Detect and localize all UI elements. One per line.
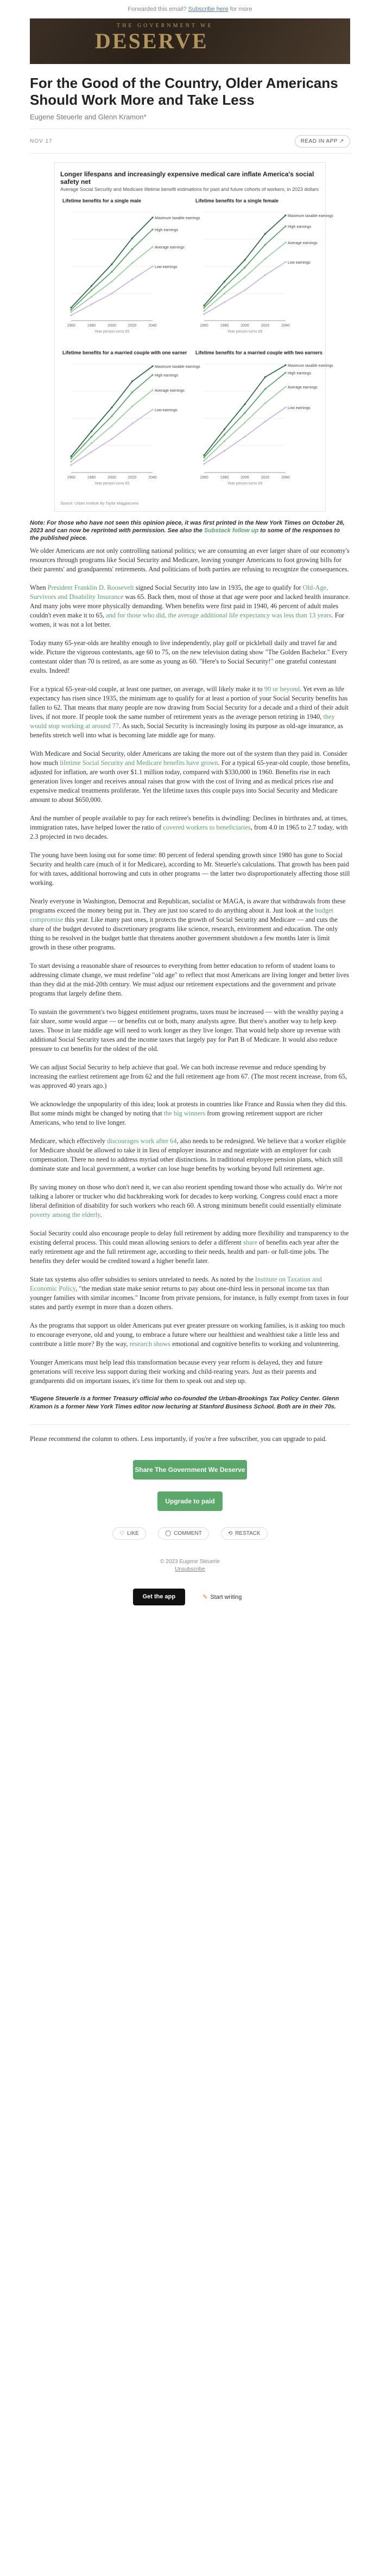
- inline-link[interactable]: and for those who did, the average additional life expectancy was less than 13 years: [106, 611, 332, 619]
- inline-link[interactable]: lifetime Social Security and Medicare benefits have grown: [60, 759, 218, 767]
- data-point: [244, 436, 245, 437]
- data-point: [224, 301, 225, 303]
- body-paragraph: [30, 961, 350, 998]
- x-tick-label: 2040: [148, 324, 157, 328]
- x-tick-label: 1980: [87, 476, 96, 480]
- data-point: [151, 246, 153, 247]
- data-point: [131, 278, 133, 280]
- series-label: High earnings: [155, 228, 179, 232]
- data-point: [111, 292, 112, 294]
- inline-link[interactable]: budget compromise: [30, 907, 333, 923]
- data-point: [203, 463, 205, 464]
- read-in-app-button[interactable]: [295, 135, 350, 148]
- banner-small-text: THE GOVERNMENT WE: [117, 23, 213, 29]
- data-point: [264, 402, 266, 404]
- forward-note-suffix: for more: [230, 6, 252, 12]
- x-tick-label: 2040: [148, 476, 157, 480]
- article-authors: Eugene Steuerle and Glenn Kramon*: [30, 113, 147, 121]
- article: [30, 75, 350, 1605]
- data-point: [70, 309, 72, 310]
- body-paragraph: [30, 583, 350, 629]
- data-point: [91, 289, 92, 291]
- panel-label: Lifetime benefits for a single female: [195, 198, 279, 203]
- series-label: Low earnings: [288, 261, 311, 265]
- paragraph-text: We older Americans are not only controlling national politics; we are consuming an ever larger share of our economy's resources through programs like Social Security and Medicare, leaving younger Americans to foot growing bills for their parents' and grandparents' retirements. And politicians of both parties are refusing to recognize the consequences.: [30, 547, 350, 573]
- data-point: [203, 456, 205, 458]
- data-point: [131, 248, 133, 250]
- paragraph-text: this year. Like many past ones, it protects the growth of Social Security and Medicare — and cuts the share of the budget devoted to discretionary programs like science, research, environment and education. The only thing to be resolved in the budget battle that threatens another government shutdown a few months later is limit growth in these other programs.: [30, 916, 338, 951]
- data-point: [91, 303, 92, 305]
- data-point: [111, 263, 112, 265]
- x-tick-label: 1980: [220, 324, 229, 328]
- paragraph-text: We can adjust Social Security to help achieve that goal. We can both increase revenue and reduce spending by increasing the earliest retirement age from 62 and the full retirement age from 67. (The most recent increase, from 65, was approved 40 years ago.): [30, 1063, 347, 1089]
- inline-link[interactable]: share: [243, 1239, 257, 1246]
- series-label: Average earnings: [288, 386, 318, 390]
- x-axis-label: Year person turns 65: [94, 330, 130, 334]
- pen-icon: ✎: [202, 1594, 208, 1601]
- data-point: [111, 438, 112, 439]
- data-point: [224, 433, 225, 435]
- article-title: For the Good of the Country, Older Americans Should Work More and Take Less: [30, 75, 338, 108]
- reprint-note-text: Note: For those who have not seen this opinion piece, it was first printed in the New York Times on October 26, 2023 and can now be reprinted with permission. See also the: [30, 520, 345, 534]
- paragraph-text: Medicare, which effectively: [30, 1137, 107, 1145]
- data-point: [151, 216, 153, 218]
- reprint-note-suffix: to some of the responses to the published piece.: [30, 527, 340, 541]
- data-point: [264, 233, 266, 234]
- figure-source: Source: Urban Institute By Taylor Maggiacomo: [60, 502, 139, 506]
- x-tick-label: 1980: [220, 476, 229, 480]
- data-point: [91, 451, 92, 452]
- data-point: [224, 286, 225, 288]
- paragraph-text: .: [100, 1211, 102, 1219]
- x-tick-label: 2040: [281, 324, 290, 328]
- paragraph-text: The young have been losing out for some time: 80 percent of federal spending growth since 1980 has gone to Social Security and health care (much of it for Medicare), according to Mr. Steuerle's calculations. That growth has been paid for with taxes, additional borrowing and cuts in other programs — the latter two disproportionately affecting those still working.: [30, 851, 350, 887]
- data-point: [224, 450, 225, 451]
- header-banner: [30, 18, 350, 64]
- series-line: [204, 262, 286, 314]
- data-point: [264, 244, 266, 245]
- data-point: [151, 409, 153, 410]
- body-paragraph: [30, 1229, 350, 1266]
- body-paragraph: [30, 639, 350, 675]
- paragraph-text: We acknowledge the unpopularity of this idea; look at protests in countries like France and Russia when they did this. But some minds might be changed by noting that: [30, 1100, 347, 1117]
- series-label: Maximum taxable earnings: [155, 216, 200, 220]
- banner-word: DESERVE: [95, 29, 208, 53]
- x-tick-label: 1960: [200, 324, 208, 328]
- data-point: [91, 296, 92, 297]
- data-point: [70, 307, 72, 308]
- series-label: Maximum taxable earnings: [155, 365, 200, 369]
- body-paragraph: [30, 1100, 350, 1127]
- series-line: [204, 365, 286, 455]
- data-point: [151, 374, 153, 375]
- series-line: [204, 407, 286, 464]
- data-point: [111, 280, 112, 282]
- x-tick-label: 2020: [261, 324, 270, 328]
- series-label: Low earnings: [155, 265, 178, 269]
- article-body: [30, 546, 350, 1386]
- paragraph-text: . For a typical 65-year-old couple, those benefits, adjusted for inflation, are worth over $1.1 million today, compared with $330,000 in 1960. Benefits rise in each generation lives longer and receives annual raises that grow with the cost of living and as medical prices rise and expensive medical treatments proliferate. Yet the lifetime taxes this couple pays into Social Security and Medicare amount to about $650,000.: [30, 759, 350, 804]
- series-label: High earnings: [288, 372, 312, 375]
- data-point: [203, 304, 205, 306]
- data-point: [284, 364, 286, 366]
- like-label: LIKE: [127, 1531, 139, 1536]
- comment-button[interactable]: [158, 1527, 209, 1540]
- forward-note-text: Forwarded this email?: [128, 6, 187, 12]
- inline-link[interactable]: President Franklin D. Roosevelt: [47, 584, 134, 591]
- data-point: [284, 261, 286, 263]
- data-point: [131, 237, 133, 239]
- series-line: [204, 387, 286, 461]
- x-tick-label: 1980: [87, 324, 96, 328]
- series-label: Low earnings: [155, 409, 178, 412]
- paragraph-text: was 65. Back then, most of those at that age were poor and lacked health insurance. And many jobs were more physically demanding. When benefits were first paid in 1940, 46 percent of adult males couldn't even make it to 65,: [30, 593, 350, 619]
- start-writing-label: Start writing: [210, 1593, 242, 1601]
- divider: [30, 1424, 350, 1425]
- paragraph-text: of benefits each year after the early retirement age and the full retirement age, according to their needs, health and part- or full-time jobs. The benefits they defer would be credited toward a higher benefit later.: [30, 1239, 339, 1265]
- data-point: [264, 420, 266, 422]
- series-label: Maximum taxable earnings: [288, 214, 333, 218]
- paragraph-text: , from 4.0 in 1965 to 2.7 today, with 2.3 projected in two decades.: [30, 824, 348, 840]
- get-app-button[interactable]: Get the app: [133, 1589, 186, 1605]
- post-actions: [30, 1527, 350, 1540]
- inline-link[interactable]: poverty among the elderly: [30, 1211, 100, 1219]
- body-paragraph: [30, 1137, 350, 1174]
- paragraph-text: from growing retirement support are richer Americans, who tend to live longer.: [30, 1110, 323, 1126]
- x-axis-label: Year person turns 65: [227, 482, 263, 486]
- data-point: [244, 289, 245, 291]
- data-point: [244, 276, 245, 278]
- series-line: [71, 229, 153, 310]
- body-paragraph: [30, 1183, 350, 1220]
- data-point: [70, 464, 72, 466]
- x-tick-label: 1960: [200, 476, 208, 480]
- data-point: [91, 442, 92, 444]
- paragraph-text: For a typical 65-year-old couple, at least one partner, on average, will likely make it to: [30, 685, 264, 693]
- figure: [54, 162, 333, 512]
- paragraph-text: Younger Americans must help lead this transformation because every year reform is delayed, they and future generations will receive less support during their working and child-rearing years. Just as their parents and grandparents did on important issues, it's time for them to speak out and step up.: [30, 1359, 322, 1385]
- inline-link[interactable]: research shows: [129, 1340, 170, 1348]
- x-tick-label: 2000: [107, 476, 116, 480]
- data-point: [284, 225, 286, 227]
- x-tick-label: 2020: [128, 476, 137, 480]
- body-paragraph: [30, 814, 350, 841]
- footer: [30, 1558, 350, 1573]
- bottom-bar: [30, 1589, 350, 1605]
- data-point: [224, 428, 225, 430]
- x-axis-label: Year person turns 65: [94, 482, 130, 486]
- body-paragraph: [30, 1008, 350, 1054]
- x-tick-label: 2000: [107, 324, 116, 328]
- data-point: [284, 386, 286, 387]
- paragraph-text: State tax systems also offer subsidies to seniors unrelated to needs. As noted by the: [30, 1276, 255, 1283]
- share-button[interactable]: Share The Government We Deserve: [133, 1460, 247, 1480]
- paragraph-text: By saving money on those who don't need it, we can also reorient spending toward those who actually do. We're not talking a laborer or trucker who did backbreaking work for decades to keep working. Congress could enact a more liberal definition of disability for such workers who reach 60. A strong minimum benefit could essentially eliminate: [30, 1183, 343, 1209]
- data-point: [70, 455, 72, 457]
- data-point: [224, 440, 225, 442]
- inline-link[interactable]: the big winners: [163, 1110, 206, 1117]
- subscribe-link[interactable]: Subscribe here: [188, 6, 229, 12]
- paragraph-text: To sustain the government's two biggest entitlement programs, taxes must be increased — with the wealthy paying a fair share, some would argue — or benefits cut or both, many analysts agree. But there's another way to help keep taxes. Those in late middle age will need to work longer as they live longer. That would help shore up revenue with additional Social Security taxes and the income taxes that largely pay for Part B of Medicare. It would also reduce pressure to cut benefits for the oldest of the old.: [30, 1008, 344, 1053]
- heart-icon: ♡: [119, 1531, 125, 1536]
- inline-link[interactable]: 90 or beyond: [264, 685, 300, 693]
- data-point: [70, 461, 72, 462]
- data-point: [224, 280, 225, 282]
- data-point: [244, 403, 245, 405]
- data-point: [111, 425, 112, 426]
- data-point: [91, 285, 92, 286]
- read-in-app-label: READ IN APP: [300, 138, 338, 144]
- start-writing-button[interactable]: [197, 1589, 247, 1605]
- copyright: © 2023 Eugene Steuerle: [160, 1559, 220, 1565]
- paragraph-text: Today many 65-year-olds are healthy enough to live independently, play golf or pickleball daily and travel far and wide. Picture the vigorous contestants, age 60 to 75, on the new television dating show "The Golden Bachelor." Every contestant older than 70 is retired, as are some as young as 60. "Here's to Social Security!" one grateful contestant exults. Indeed!: [30, 639, 348, 674]
- data-point: [284, 241, 286, 243]
- restack-label: RESTACK: [235, 1531, 261, 1536]
- paragraph-text: emotional and cognitive benefits to working and volunteering.: [170, 1340, 340, 1348]
- inline-link[interactable]: discourages work after 64: [107, 1137, 177, 1145]
- inline-link[interactable]: Institute on Taxation and Economic Policy: [30, 1276, 322, 1292]
- data-point: [284, 214, 286, 216]
- paragraph-text: . Yet even as life expectancy has risen since 1935, the minimum age to qualify for at least a portion of your Social Security benefits has fallen to 62. That means that many people are now drawing from Social Security for a decade and a third of their adult lives, if not more. If people took the same number of retirement years as the average person retiring in 1940,: [30, 685, 349, 720]
- data-point: [264, 376, 266, 378]
- data-point: [131, 262, 133, 264]
- data-point: [203, 454, 205, 456]
- panel-label: Lifetime benefits for a married couple with two earners: [195, 350, 323, 355]
- comment-icon: ◯: [164, 1531, 172, 1536]
- x-tick-label: 2020: [261, 476, 270, 480]
- body-paragraph: [30, 851, 350, 888]
- series-label: Low earnings: [288, 406, 311, 410]
- unsubscribe-link[interactable]: Unsubscribe: [175, 1566, 205, 1572]
- data-point: [224, 292, 225, 294]
- forward-note: [0, 0, 380, 18]
- data-point: [70, 311, 72, 313]
- series-label: High earnings: [288, 225, 312, 229]
- series-line: [204, 373, 286, 457]
- inline-link[interactable]: they would stop working at around 77: [30, 713, 335, 730]
- series-line: [71, 410, 153, 465]
- paragraph-text: As the programs that support us older Americans put ever greater pressure on working families, is it asking too much to encourage everyone, old and young, to embrace a future where our healthiest and wealthiest take a little less and contribute a little more? By the way,: [30, 1322, 345, 1348]
- data-point: [264, 388, 266, 390]
- paragraph-text: . As such, Social Security is increasingly losing its purpose as old-age insurance, as benefits stretch well into what is becoming late middle age for many.: [30, 722, 344, 739]
- data-point: [91, 436, 92, 437]
- data-point: [203, 313, 205, 315]
- external-arrow-icon: ↗: [339, 138, 344, 144]
- body-paragraph: [30, 1275, 350, 1312]
- x-tick-label: 1960: [67, 476, 75, 480]
- data-point: [111, 415, 112, 417]
- article-date: NOV 17: [30, 138, 53, 144]
- inline-link[interactable]: Old-Age, Survivors and Disability Insurance: [30, 584, 328, 601]
- data-point: [264, 258, 266, 259]
- body-paragraph: [30, 897, 350, 952]
- data-point: [203, 310, 205, 311]
- paragraph-text: And the number of people available to pay for each retiree's benefits is dwindling: Declines in birthrates and, at times, immigration rates, have helped lower the ratio of: [30, 814, 348, 831]
- article-meta: [30, 129, 350, 154]
- data-point: [91, 430, 92, 432]
- paragraph-text: . For women, it was not a lot better.: [30, 611, 344, 628]
- x-tick-label: 2000: [240, 476, 249, 480]
- reprint-note: [30, 519, 350, 542]
- x-tick-label: 2020: [128, 324, 137, 328]
- series-label: High earnings: [155, 374, 179, 378]
- body-paragraph: [30, 749, 350, 805]
- x-tick-label: 2000: [240, 324, 249, 328]
- data-point: [111, 271, 112, 272]
- series-line: [71, 366, 153, 456]
- data-point: [244, 266, 245, 268]
- body-paragraph: [30, 1063, 350, 1091]
- data-point: [70, 457, 72, 459]
- paragraph-text: , "the median state make senior returns to pay about one-third less in personal income tax than younger families with similar incomes." Income from private pensions, for instance, is fully exempt from taxes in four states and partly exempt in more than a dozen others.: [30, 1285, 349, 1311]
- followup-link[interactable]: Substack follow up: [204, 527, 259, 534]
- data-point: [70, 314, 72, 316]
- series-label: Average earnings: [155, 389, 185, 393]
- upgrade-button[interactable]: Upgrade to paid: [157, 1491, 223, 1511]
- paragraph-text: With Medicare and Social Security, older Americans are taking the more out of the system than they paid in. Consider how much: [30, 750, 347, 767]
- figure-title: Longer lifespans and increasingly expensive medical care inflate America's social safety net: [60, 170, 314, 186]
- figure-chart: [60, 196, 333, 500]
- series-label: Average earnings: [288, 241, 318, 245]
- like-button[interactable]: [112, 1527, 146, 1540]
- x-tick-label: 2040: [281, 476, 290, 480]
- paragraph-text: To start devising a reasonable share of resources to everything from better education to reform of student loans to addressing climate change, we must redefine "old age" to reflect that most Americans are living longer and better lives than they did at the mid-20th century. We must adjust our retirement expectations and the government and private programs that largely define them.: [30, 962, 349, 997]
- body-paragraph: [30, 685, 350, 740]
- data-point: [151, 389, 153, 391]
- data-point: [111, 406, 112, 408]
- data-point: [264, 274, 266, 276]
- data-point: [131, 391, 133, 393]
- paragraph-text: signed Social Security into law in 1935, the age to qualify for: [134, 584, 303, 591]
- paragraph-text: Nearly everyone in Washington, Democrat and Republican, socialist or MAGA, is aware that withdrawals from these programs exceed the money being put in. They are just too scared to do anything about it. Just look at the: [30, 897, 346, 914]
- paragraph-text: When: [30, 584, 48, 591]
- data-point: [151, 265, 153, 267]
- data-point: [151, 228, 153, 230]
- comment-label: COMMENT: [174, 1531, 202, 1536]
- author-bio: *Eugene Steuerle is a former Treasury official who co-founded the Urban-Brookings Tax Policy Center. Glenn Kramon is a former New York Times editor now lecturing at Stanford Business School. Both are in their 70s.: [30, 1395, 339, 1410]
- data-point: [151, 365, 153, 367]
- series-line: [71, 247, 153, 312]
- series-label: Maximum taxable earnings: [288, 364, 333, 368]
- series-line: [71, 266, 153, 315]
- paragraph-text: , also needs to be redesigned. We believe that a worker eligible for Medicare should be allowed to take it in lieu of employer insurance and negotiate with an employer for cash compensation. There no need to address myriad other distinctions. In traditional employee pension plans, which still dominate state and local government, a worker can lose huge benefits by working beyond full retirement age.: [30, 1137, 346, 1172]
- panel-label: Lifetime benefits for a single male: [62, 198, 142, 203]
- data-point: [284, 372, 286, 373]
- body-paragraph: [30, 1321, 350, 1349]
- restack-icon: ⟲: [227, 1531, 233, 1536]
- data-point: [203, 460, 205, 461]
- data-point: [244, 422, 245, 423]
- body-paragraph: [30, 546, 350, 574]
- series-label: Average earnings: [155, 246, 185, 250]
- panel-label: Lifetime benefits for a married couple with one earner: [62, 350, 187, 355]
- data-point: [244, 412, 245, 413]
- body-paragraph: [30, 1358, 350, 1386]
- data-point: [131, 380, 133, 382]
- x-axis-label: Year person turns 65: [227, 330, 263, 334]
- data-point: [203, 307, 205, 308]
- figure-subtitle: Average Social Security and Medicare lifetime benefit estimations for past and future cohorts of workers, in 2023 dollars: [60, 187, 319, 192]
- paragraph-text: Social Security could also encourage people to delay full retirement by adding more flexibility and transparency to the existing deferral process. This could mean allowing seniors to defer a different: [30, 1229, 349, 1246]
- restack-button[interactable]: [221, 1527, 268, 1540]
- inline-link[interactable]: covered workers to beneficiaries: [163, 824, 251, 831]
- data-point: [244, 259, 245, 260]
- closing-paragraph: Please recommend the column to others. Less importantly, if you're a free subscriber, you can upgrade to paid.: [30, 1435, 327, 1443]
- data-point: [131, 423, 133, 424]
- data-point: [284, 406, 286, 408]
- data-point: [131, 405, 133, 407]
- x-tick-label: 1960: [67, 324, 75, 328]
